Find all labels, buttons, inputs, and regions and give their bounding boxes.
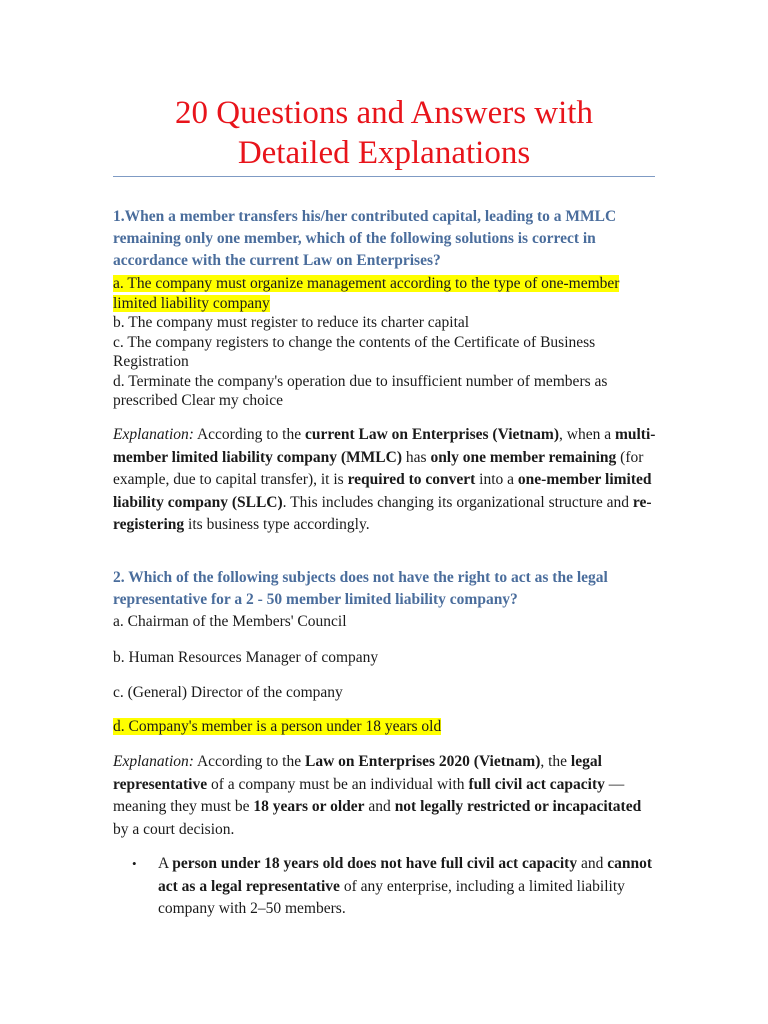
q1-option-a-highlighted: a. The company must organize management according to the type of one-member limited liability company [113, 275, 620, 312]
question-1-options [113, 274, 658, 411]
q2-option-c: c. (General) Director of the company [113, 684, 343, 701]
document-title [113, 93, 655, 173]
explanation-label: Explanation: [113, 753, 194, 770]
title-line-2: Detailed Explanations [237, 135, 531, 171]
q1-option-b: b. The company must register to reduce its charter capital [113, 314, 470, 331]
title-line-1: 20 Questions and Answers with [175, 95, 593, 131]
q1-option-d: d. Terminate the company's operation due to insufficient number of members as prescribed Clear my choice [113, 372, 608, 409]
question-1 [113, 206, 658, 272]
q2-option-d-highlighted: d. Company's member is a person under 18 years old [113, 718, 442, 735]
document-page: 20 Questions and Answers with Detailed Explanations 1.When a member transfers his/her contributed capital, leading to a MMLC remaining only one member, which of the following solutions is correct in accordance with the current Law on Enterprises? a. The company must organize management according to the type of one-member limited liability company b. The company must register to reduce its charter capital c. The company registers to change the contents of the Certificate of Business Registration d. Terminate the company's operation due to insufficient number of members as prescribed Clear my choice Explanation: According to the current Law on Enterprises (Vietnam), when a multi-member limited liability company (MMLC) has only one member remaining (for example, due to capital transfer), it is required to convert into a one-member limited liability company (SLLC). This includes changing its organizational structure and re-registering its business type accordingly. 2. Which of the following subjects does not have the right to act as the legal representative for a 2 - 50 member limited liability company? a. Chairman of the Members' Council b. Human Resources Manager of company c. (General) Director of the company d. Company's member is a person under 18 years old Explanation: According to the Law on Enterprises 2020 (Vietnam), the legal representative of a company must be an individual with full civil act capacity — meaning they must be 18 years or older and not legally restricted or incapacitated by a court decision. • A person under 18 years old does not have full civil act capacity and cannot act as a legal representative of any enterprise, including a limited liability company with 2–50 members. [0, 0, 768, 1024]
question-1-text: 1.When a member transfers his/her contributed capital, leading to a MMLC remaining only one member, which of the following solutions is correct in accordance with the current Law on Enterprises? [113, 208, 617, 269]
explanation-label: Explanation: [113, 426, 194, 443]
q1-option-a [113, 274, 658, 313]
q2-option-b-wrap [113, 648, 658, 668]
q2-option-d [113, 717, 658, 737]
bullet-marker: • [132, 856, 137, 871]
title-divider [113, 176, 655, 177]
q2-explanation: Explanation: According to the Law on Enterprises 2020 (Vietnam), the legal representative of a company must be an individual with full civil act capacity — meaning they must be 18 years or older and not legally restricted or incapacitated by a court decision. [113, 753, 642, 838]
question-2-text: 2. Which of the following subjects does not have the right to act as the legal representative for a 2 - 50 member limited liability company? [113, 569, 608, 608]
q2-option-b: b. Human Resources Manager of company [113, 649, 379, 666]
q1-explanation: Explanation: According to the current Law on Enterprises (Vietnam), when a multi-member limited liability company (MMLC) has only one member remaining (for example, due to capital transfer), it is required to convert into a one-member limited liability company (SLLC). This includes changing its organizational structure and re-registering its business type accordingly. [113, 426, 656, 533]
q1-option-c: c. The company registers to change the contents of the Certificate of Business Registration [113, 333, 596, 370]
q2-option-c-wrap [113, 683, 658, 703]
q2-option-d-wrap [113, 717, 658, 737]
question-2 [113, 567, 658, 611]
q2-option-a: a. Chairman of the Members' Council [113, 613, 347, 630]
q2-option-a-wrap [113, 612, 658, 632]
